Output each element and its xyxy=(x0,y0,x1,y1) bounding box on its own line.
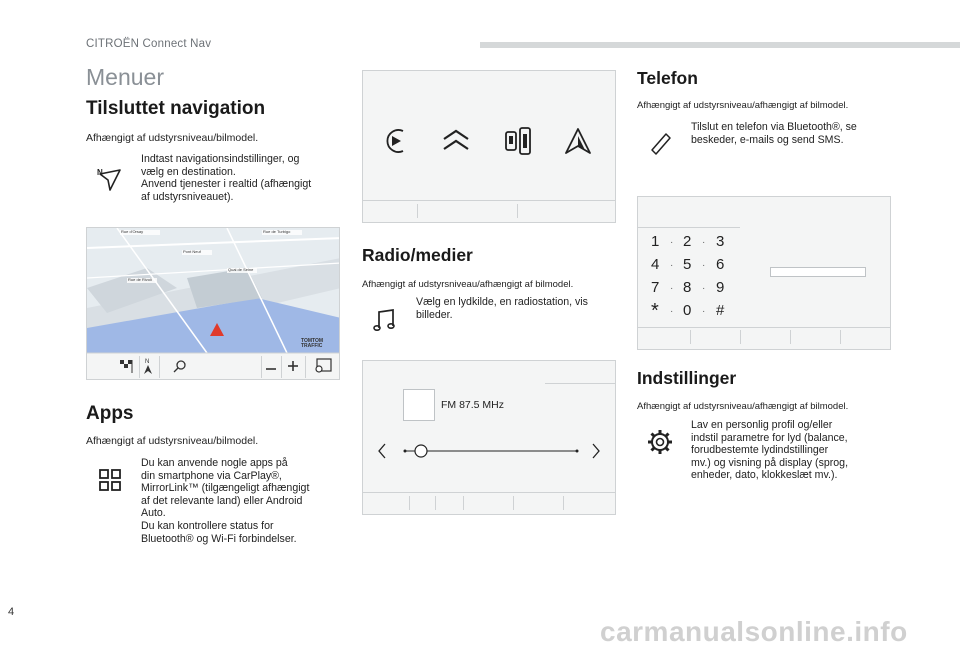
map-brand-line: TOMTOM xyxy=(301,338,324,344)
svg-text:N: N xyxy=(145,359,150,365)
citroen-chevrons-icon[interactable] xyxy=(441,127,471,155)
keypad-key[interactable]: * xyxy=(651,300,659,322)
toolbar-divider xyxy=(139,356,140,378)
gear-icon xyxy=(647,429,673,455)
checkered-flag-icon[interactable] xyxy=(119,359,133,373)
screen-divider xyxy=(463,496,464,510)
radio-subtitle: Afhængigt af udstyrsniveau/afhængigt af bilmodel. xyxy=(362,279,574,290)
compass-icon[interactable] xyxy=(143,357,153,375)
keypad-key[interactable]: 9 xyxy=(716,279,725,296)
navigation-arrow-icon xyxy=(96,166,122,192)
map-label: Rue de Rivoli xyxy=(128,277,152,282)
phone-handset-icon xyxy=(648,131,672,157)
toolbar-divider xyxy=(281,356,282,378)
text-line: forudbestemte lydindstillinger xyxy=(691,444,829,457)
navigation-heading: Tilsluttet navigation xyxy=(86,98,266,119)
keypad-dot: · xyxy=(670,283,674,294)
phone-description xyxy=(691,121,901,146)
text-line: af det relevante land) eller Android xyxy=(141,494,303,507)
text-line: billeder. xyxy=(416,308,453,321)
mirrorlink-icon[interactable] xyxy=(503,126,533,156)
text-line: Vælg en lydkilde, en radiostation, vis xyxy=(416,296,588,308)
text-line: MirrorLink™ (tilgængeligt afhængigt xyxy=(141,482,310,495)
text-line: Tilslut en telefon via Bluetooth®, se xyxy=(691,121,857,133)
screen-divider xyxy=(790,330,791,344)
keypad-key[interactable]: 6 xyxy=(716,256,725,273)
text-line: indstil parametre for lyd (balance, xyxy=(691,431,848,444)
screen-divider xyxy=(740,330,741,344)
text-line: af udstyrsniveauet). xyxy=(141,190,234,203)
toolbar-divider xyxy=(305,356,306,378)
map-brand-line: TRAFFIC xyxy=(301,343,323,349)
settings-subtitle: Afhængigt af udstyrsniveau/afhængigt af bilmodel. xyxy=(637,401,849,412)
station-label: FM 87.5 MHz xyxy=(441,399,505,411)
phone-screen xyxy=(637,196,891,350)
map-label: Rue d'Orsay xyxy=(121,229,144,234)
text-line: Du kan kontrollere status for xyxy=(141,519,274,532)
keypad-dot: · xyxy=(702,260,706,271)
keypad-key[interactable]: 1 xyxy=(651,233,660,250)
android-auto-icon[interactable] xyxy=(563,126,593,156)
apps-heading: Apps xyxy=(86,403,134,424)
text-line: Bluetooth® og Wi-Fi forbindelser. xyxy=(141,532,297,545)
keypad-dot: · xyxy=(670,237,674,248)
keypad-key[interactable]: 4 xyxy=(651,256,660,273)
frequency-slider[interactable] xyxy=(377,441,605,461)
carplay-icon[interactable] xyxy=(383,127,409,155)
screen-divider xyxy=(409,496,410,510)
text-line: Lav en personlig profil og/eller xyxy=(691,419,833,431)
text-line: enheder, dato, klokkeslæt mv.). xyxy=(691,469,838,482)
screen-divider xyxy=(417,204,418,218)
screen-divider xyxy=(517,204,518,218)
text-line: Indtast navigationsindstillinger, og xyxy=(141,153,300,165)
screen-divider xyxy=(840,330,841,344)
screen-divider xyxy=(363,492,615,493)
settings-description xyxy=(691,419,901,482)
text-line: beskeder, e-mails og send SMS. xyxy=(691,133,844,146)
apps-screen xyxy=(362,70,616,223)
screen-divider xyxy=(638,227,740,228)
navigation-description xyxy=(141,153,341,203)
phone-subtitle: Afhængigt af udstyrsniveau/afhængigt af bilmodel. xyxy=(637,100,849,111)
chevron-left-icon xyxy=(379,444,385,458)
svg-text:N: N xyxy=(97,168,103,177)
zoom-out-icon[interactable] xyxy=(265,359,277,373)
text-line: Anvend tjenester i realtid (afhængigt xyxy=(141,178,312,191)
apps-description xyxy=(141,457,346,545)
text-line: din smartphone via CarPlay®, xyxy=(141,469,282,482)
map-brand xyxy=(301,339,323,349)
search-icon[interactable] xyxy=(173,359,187,373)
screen-divider xyxy=(690,330,691,344)
screen-divider xyxy=(545,383,615,384)
navigation-subtitle: Afhængigt af udstyrsniveau/bilmodel. xyxy=(86,132,259,144)
screen-divider xyxy=(638,327,890,328)
radio-screen xyxy=(362,360,616,515)
page-title: Menuer xyxy=(86,64,164,90)
header-divider xyxy=(480,42,960,48)
keypad-dot: · xyxy=(702,237,706,248)
map-graphic xyxy=(87,228,340,380)
map-settings-icon[interactable] xyxy=(313,357,333,375)
radio-heading: Radio/medier xyxy=(362,245,473,265)
keypad-dot: · xyxy=(702,306,706,317)
keypad-key[interactable]: # xyxy=(716,302,725,319)
screen-divider xyxy=(513,496,514,510)
keypad-key[interactable]: 2 xyxy=(683,233,692,250)
page-number: 4 xyxy=(8,606,15,618)
apps-subtitle: Afhængigt af udstyrsniveau/bilmodel. xyxy=(86,435,259,447)
chevron-right-icon xyxy=(593,444,599,458)
radio-description xyxy=(416,296,616,321)
zoom-in-icon[interactable] xyxy=(287,359,299,373)
keypad-key[interactable]: 5 xyxy=(683,256,692,273)
header-title: CITROËN Connect Nav xyxy=(86,38,212,50)
screen-divider xyxy=(435,496,436,510)
phone-heading: Telefon xyxy=(637,68,698,88)
toolbar-divider xyxy=(261,356,262,378)
text-line: vælg en destination. xyxy=(141,165,236,178)
apps-grid-icon xyxy=(98,468,122,492)
screen-divider xyxy=(363,200,615,201)
toolbar-divider xyxy=(159,356,160,378)
watermark: carmanualsonline.info xyxy=(600,616,908,647)
keypad-dot: · xyxy=(670,306,674,317)
keypad-key[interactable]: 7 xyxy=(651,279,660,296)
map-label: Quai de Seine xyxy=(228,267,254,272)
keypad-dot: · xyxy=(670,260,674,271)
settings-heading: Indstillinger xyxy=(637,368,737,388)
text-line: Auto. xyxy=(141,507,166,520)
number-display-field[interactable] xyxy=(770,267,866,277)
keypad-key[interactable]: 8 xyxy=(683,279,692,296)
map-label: Rue de Turbigo xyxy=(263,229,291,234)
screen-divider xyxy=(563,496,564,510)
keypad-key[interactable]: 0 xyxy=(683,302,692,319)
station-artwork xyxy=(403,389,435,421)
keypad-key[interactable]: 3 xyxy=(716,233,725,250)
music-note-icon xyxy=(373,307,397,333)
navigation-map-screen xyxy=(86,227,340,380)
keypad-dot: · xyxy=(702,283,706,294)
map-label: Pont Neuf xyxy=(183,249,201,254)
text-line: mv.) og visning på display (sprog, xyxy=(691,456,849,469)
text-line: Du kan anvende nogle apps på xyxy=(141,457,288,469)
